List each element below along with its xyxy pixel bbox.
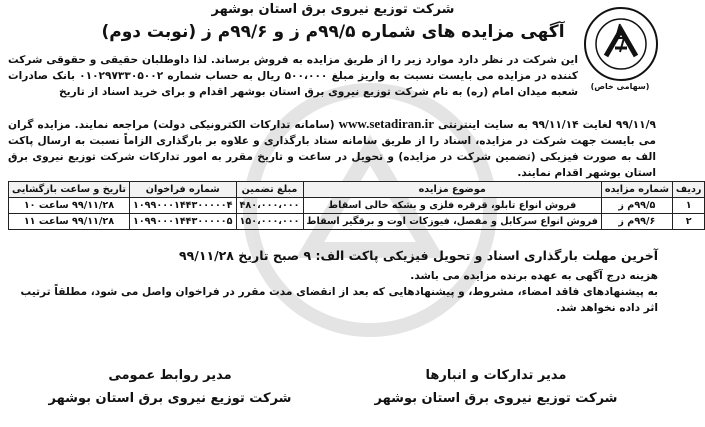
signature-org: شرکت توزیع نیروی برق استان بوشهر xyxy=(48,391,292,406)
signature-role: مدیر تدارکات و انبارها xyxy=(425,368,567,383)
header-row-number: ردیف xyxy=(672,182,704,198)
auction-subject: فروش انواع سرکابل و مفصل، فیوزکات اوت و برقگیر اسقاط xyxy=(303,214,601,230)
website-link[interactable]: www.setadiran.ir xyxy=(338,116,434,131)
row-number: ۲ xyxy=(672,214,704,230)
call-number: ۱۰۹۹۰۰۰۱۴۴۳۰۰۰۰۰۴ xyxy=(129,198,236,214)
auction-subject: فروش انواع تابلو، قرقره فلزی و بشکه خالی اسقاط xyxy=(303,198,601,214)
header-auction-number: شماره مزایده xyxy=(601,182,672,198)
opening-date: ۹۹/۱۱/۲۸ ساعت ۱۰ xyxy=(9,198,130,214)
opening-date: ۹۹/۱۱/۲۸ ساعت ۱۱ xyxy=(9,214,130,230)
signature-role: مدیر روابط عمومی xyxy=(108,368,232,383)
table-header-row xyxy=(9,182,705,198)
header-guarantee: مبلغ تضمین xyxy=(236,182,303,198)
row-number: ۱ xyxy=(672,198,704,214)
company-title: شرکت توزیع نیروی برق استان بوشهر xyxy=(211,2,455,17)
table-row xyxy=(9,198,705,214)
deadline-text: آخرین مهلت بارگذاری اسناد و تحویل فیزیکی پاکت الف: ۹ صبح تاریخ ۹۹/۱۱/۲۸ xyxy=(179,248,658,263)
logo-caption: (سهامی خاص) xyxy=(590,82,650,91)
guarantee-amount: ۱۵۰،۰۰۰،۰۰۰ xyxy=(236,214,303,230)
guarantee-amount: ۴۸۰،۰۰۰،۰۰۰ xyxy=(236,198,303,214)
call-number: ۱۰۹۹۰۰۰۱۴۴۳۰۰۰۰۰۵ xyxy=(129,214,236,230)
notice-paragraph-1: این شرکت در نظر دارد موارد زیر را از طریق مزایده به فروش برساند. لذا داوطلبان حقیقی و حقوقی شرکت کننده در مزایده می بایست نسبت به واریز مبلغ ۵۰۰،۰۰۰ ریال به حساب شماره ۰۱۰۲۹۷۳۳۰۵۰۰۲ بانک صادرات شعبه میدان امام (ره) به نام شرکت توزیع نیروی برق استان بوشهر اقدام و برای خرید اسناد از تاریخ xyxy=(8,54,578,98)
auction-number: ۹۹/۶م ز xyxy=(601,214,672,230)
header-call-number: شماره فراخوان xyxy=(129,182,236,198)
notice-title: آگهی مزایده های شماره ۹۹/۵م ز و ۹۹/۶م ز (نوبت دوم) xyxy=(101,22,565,42)
notes xyxy=(8,268,658,316)
auction-table xyxy=(8,181,705,230)
notice-paragraph-2 xyxy=(8,116,656,181)
signature-procurement xyxy=(356,368,636,406)
header-subject: موضوع مزایده xyxy=(303,182,601,198)
header-opening-date: تاریخ و ساعت بازگشایی xyxy=(9,182,130,198)
document-dates: ۹۹/۱۱/۹ لغایت ۹۹/۱۱/۱۴ به سایت اینترنتی xyxy=(438,119,656,131)
note-fee: هزینه درج آگهی به عهده برنده مزایده می باشد. xyxy=(410,270,658,282)
table-row xyxy=(9,214,705,230)
company-logo xyxy=(582,4,660,84)
signature-org: شرکت توزیع نیروی برق استان بوشهر xyxy=(374,391,618,406)
notice-instructions: (سامانه تدارکات الکترونیکی دولت) مراجعه نمایند. مزایده گران می بایست جهت شرکت در مزایده، اسناد را از طریق سامانه ستاد بارگذاری و علاوه بر بارگذاری الزاماً نسبت به ارسال پاکت الف به صورت فیزیکی (تضمین شرکت در مزایده) و تحویل در ساعت و تاریخ مقرر به امور تدارکات شرکت توزیع نیروی برق استان بوشهر اقدام نمایند. xyxy=(8,119,656,179)
auction-number: ۹۹/۵م ز xyxy=(601,198,672,214)
note-invalid-bids: به پیشنهادهای فاقد امضاء، مشروط، و پیشنهادهایی که بعد از انقضای مدت مقرر در فراخوان واصل می شود، مطلقاً ترتیب اثر داده نخواهد شد. xyxy=(20,286,658,314)
signature-public-relations xyxy=(30,368,310,406)
